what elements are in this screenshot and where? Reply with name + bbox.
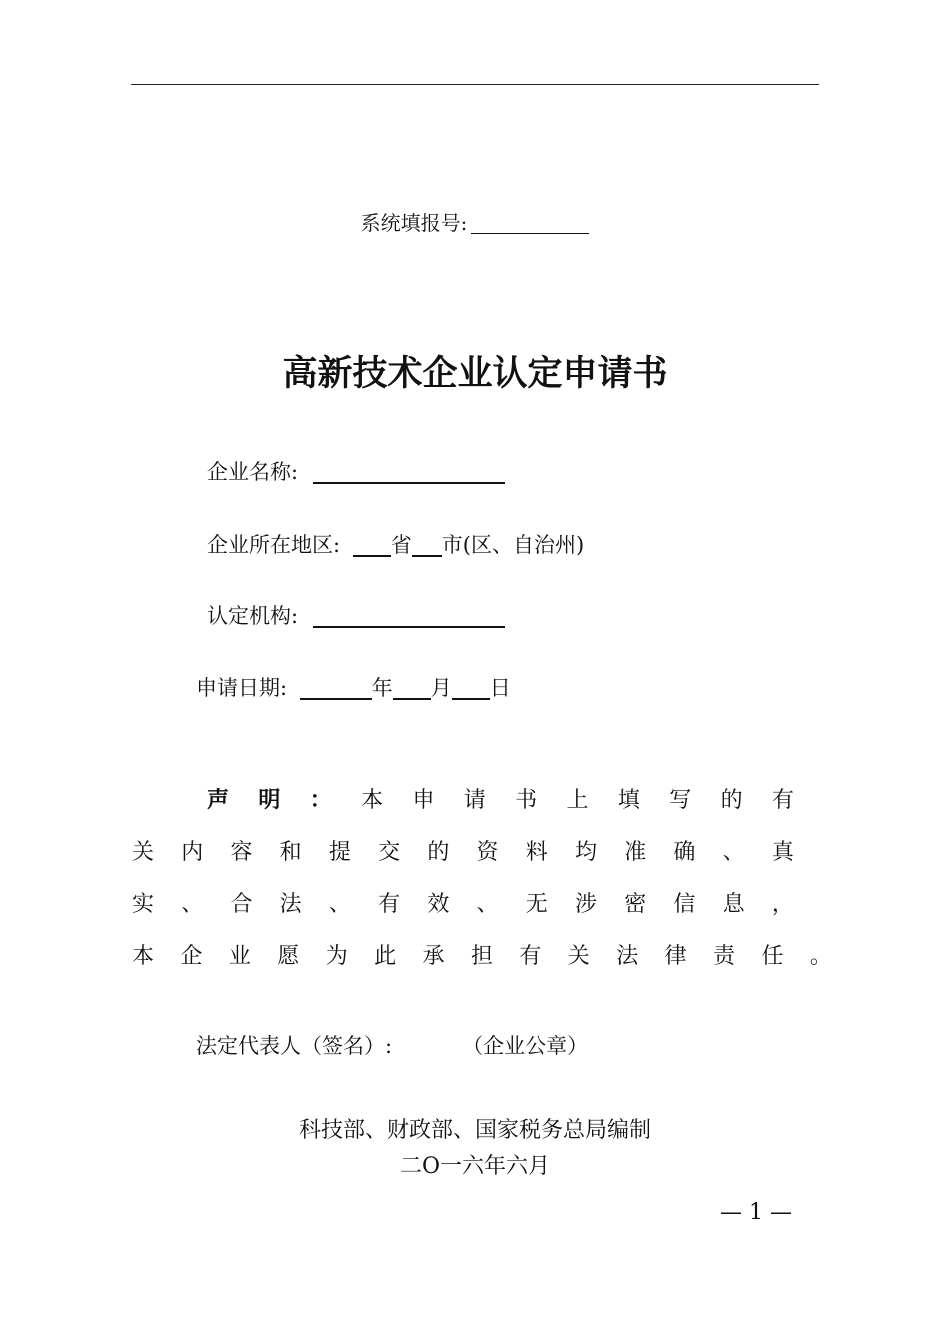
declaration-char: 密 [624, 891, 647, 917]
declaration-char: 责 [713, 943, 736, 969]
declaration-char: 、 [722, 839, 745, 865]
declaration-char: 此 [374, 943, 397, 969]
declaration-char: 提 [328, 839, 351, 865]
company-name-blank[interactable] [313, 460, 505, 484]
declaration-char: 上 [566, 787, 589, 813]
declaration-char: 为 [325, 943, 348, 969]
declaration-char: 、 [181, 891, 204, 917]
declaration-char: 写 [669, 787, 692, 813]
declaration-char: 关 [567, 943, 590, 969]
declaration-char: 资 [476, 839, 499, 865]
year-label: 年 [371, 676, 393, 700]
province-blank[interactable] [353, 533, 391, 557]
document-title: 高新技术企业认定申请书 [282, 354, 668, 394]
region-label: 企业所在地区: [207, 533, 341, 557]
declaration-char: 申 [412, 787, 435, 813]
declaration-char: 料 [525, 839, 548, 865]
declaration-char: 填 [617, 787, 640, 813]
declaration-char: 涉 [574, 891, 597, 917]
declaration-row-4 [132, 928, 832, 980]
declaration-char: 任 [761, 943, 784, 969]
declaration-char: 法 [616, 943, 639, 969]
declaration-char: 书 [515, 787, 538, 813]
declaration-row-3 [132, 876, 832, 928]
edition-date: 二O一六年六月 [399, 1154, 551, 1179]
declaration-char: 内 [181, 839, 204, 865]
city-blank[interactable] [412, 533, 442, 557]
system-number-line [0, 207, 950, 236]
declaration-char: 有 [378, 891, 401, 917]
agency-blank[interactable] [313, 604, 505, 628]
signature-line [196, 1030, 588, 1060]
region-field [207, 529, 584, 559]
declaration-char: 承 [422, 943, 445, 969]
declaration-char: 效 [427, 891, 450, 917]
agency-field [207, 600, 505, 630]
declaration-char: 业 [228, 943, 251, 969]
top-rule [131, 84, 819, 85]
declaration-char: 息 [722, 891, 745, 917]
system-number-blank[interactable] [471, 213, 589, 234]
declaration-char: 的 [720, 787, 743, 813]
declaration-char: 。 [809, 943, 832, 969]
company-name-field [207, 456, 505, 486]
declaration-char: 声 [207, 786, 230, 813]
agency-label: 认定机构: [207, 604, 299, 628]
date-label: 申请日期: [196, 676, 288, 700]
company-name-label: 企业名称: [207, 460, 299, 484]
declaration-char: 容 [230, 839, 253, 865]
month-blank[interactable] [393, 676, 431, 700]
declaration-char: 本 [361, 787, 384, 813]
declaration-char: 明 [258, 786, 281, 813]
date-field [196, 672, 511, 702]
declaration-char: 请 [463, 787, 486, 813]
declaration-char: 和 [279, 839, 302, 865]
declaration-char: 关 [132, 839, 155, 865]
declaration-char: 、 [476, 891, 499, 917]
declaration-char: 均 [574, 839, 597, 865]
declaration-char: 实 [132, 891, 155, 917]
declaration-row-1 [132, 772, 832, 824]
month-label: 月 [430, 676, 452, 700]
declaration-char: 有 [519, 943, 542, 969]
day-label: 日 [489, 676, 511, 700]
declaration-char: 的 [427, 839, 450, 865]
declaration-char: 法 [279, 891, 302, 917]
compiler-line: 科技部、财政部、国家税务总局编制 [298, 1118, 651, 1143]
declaration-char: 确 [673, 839, 696, 865]
declaration-char: 有 [771, 787, 794, 813]
declaration-char: 企 [180, 943, 203, 969]
declaration-row-2 [132, 824, 832, 876]
declaration-char: 真 [771, 839, 794, 865]
declaration-char: 准 [624, 839, 647, 865]
declaration-char: 交 [378, 839, 401, 865]
declaration-char: 、 [328, 891, 351, 917]
declaration-char: ， [771, 891, 794, 917]
declaration-char: 愿 [277, 943, 300, 969]
system-number-label: 系统填报号: [360, 211, 468, 235]
declaration-char: 无 [525, 891, 548, 917]
city-label: 市(区、自治州) [441, 533, 585, 557]
year-blank[interactable] [300, 676, 372, 700]
declaration-char: 本 [132, 943, 155, 969]
declaration [132, 772, 832, 980]
declaration-char: 信 [673, 891, 696, 917]
declaration-char: 担 [470, 943, 493, 969]
company-seal-label: （企业公章） [462, 1034, 589, 1058]
page-number: — 1 — [720, 1200, 792, 1225]
declaration-char: 律 [664, 943, 687, 969]
province-label: 省 [390, 533, 412, 557]
declaration-char: 合 [230, 891, 253, 917]
declaration-char: ： [309, 786, 332, 813]
legal-representative-label: 法定代表人（签名）: [196, 1034, 393, 1058]
day-blank[interactable] [452, 676, 490, 700]
